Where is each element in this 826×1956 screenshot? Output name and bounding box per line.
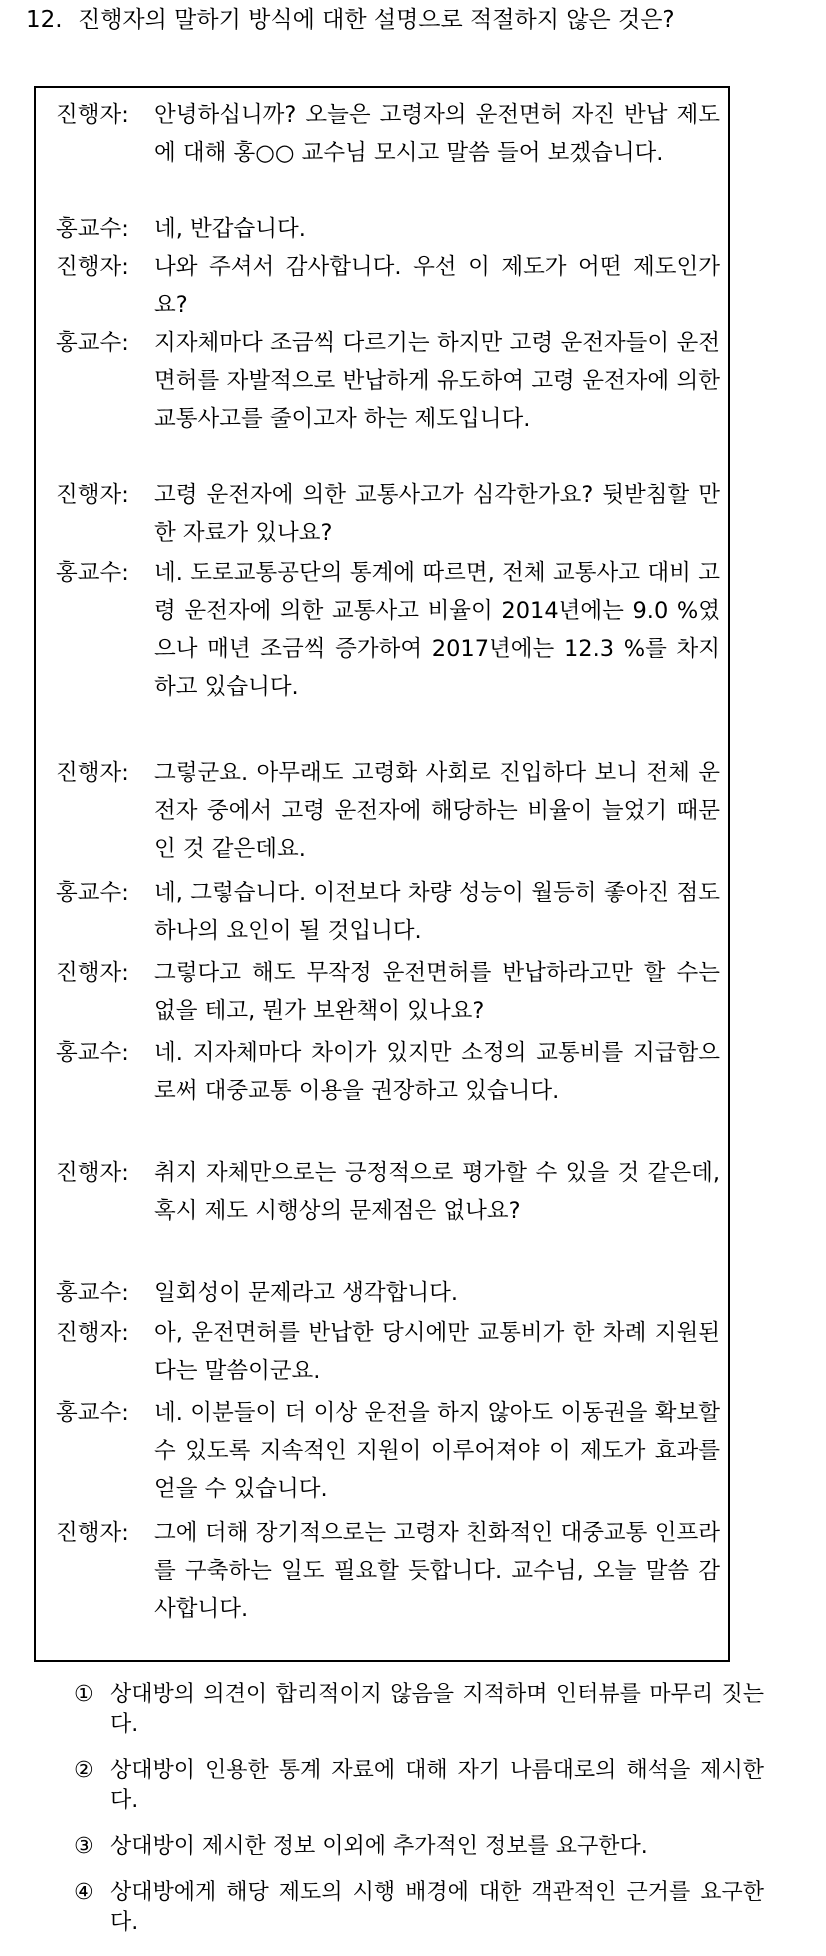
speech-text: 네. 지자체마다 차이가 있지만 소정의 교통비를 지급함으로써 대중교통 이용을 권장하고 있습니다. xyxy=(154,1040,720,1104)
answer-option-1[interactable] xyxy=(74,1680,764,1740)
dialogue-turn xyxy=(56,1394,720,1508)
speaker-label: 진행자: xyxy=(56,1320,129,1346)
answer-options xyxy=(74,1680,764,1954)
speaker-label: 진행자: xyxy=(56,254,129,280)
speaker-label: 홍교수: xyxy=(56,1400,129,1426)
dialogue-turn xyxy=(56,324,720,438)
speaker-label: 홍교수: xyxy=(56,330,129,356)
answer-option-4[interactable] xyxy=(74,1878,764,1938)
question-text: 진행자의 말하기 방식에 대한 설명으로 적절하지 않은 것은? xyxy=(78,7,675,33)
speaker-label: 홍교수: xyxy=(56,216,129,242)
dialogue-turn xyxy=(56,210,720,248)
dialogue-turn xyxy=(56,96,720,172)
speech-text: 네, 반갑습니다. xyxy=(154,216,306,242)
speaker-label: 진행자: xyxy=(56,1520,129,1546)
speaker-label: 홍교수: xyxy=(56,560,129,586)
speech-text: 아, 운전면허를 반납한 당시에만 교통비가 한 차례 지원된다는 말씀이군요. xyxy=(154,1320,720,1384)
option-text: 상대방이 제시한 정보 이외에 추가적인 정보를 요구한다. xyxy=(110,1834,648,1859)
speaker-label: 진행자: xyxy=(56,960,129,986)
option-text: 상대방이 인용한 통계 자료에 대해 자기 나름대로의 해석을 제시한다. xyxy=(110,1758,764,1813)
speech-text: 일회성이 문제라고 생각합니다. xyxy=(154,1280,459,1306)
option-marker: ① xyxy=(74,1682,94,1707)
dialogue-box xyxy=(34,86,730,1662)
dialogue-turn xyxy=(56,1034,720,1110)
speech-text: 그렇다고 해도 무작정 운전면허를 반납하라고만 할 수는 없을 테고, 뭔가 보완책이 있나요? xyxy=(154,960,720,1024)
speech-text: 고령 운전자에 의한 교통사고가 심각한가요? 뒷받침할 만한 자료가 있나요? xyxy=(154,482,720,546)
speech-text: 안녕하십니까? 오늘은 고령자의 운전면허 자진 반납 제도에 대해 홍○○ 교수님 모시고 말씀 들어 보겠습니다. xyxy=(154,102,720,166)
speaker-label: 진행자: xyxy=(56,1160,129,1186)
option-marker: ④ xyxy=(74,1880,94,1905)
speaker-label: 홍교수: xyxy=(56,1280,129,1306)
question-number: 12. xyxy=(26,7,63,33)
speaker-label: 홍교수: xyxy=(56,880,129,906)
speaker-label: 진행자: xyxy=(56,760,129,786)
dialogue-turn xyxy=(56,554,720,706)
speaker-label: 홍교수: xyxy=(56,1040,129,1066)
option-marker: ② xyxy=(74,1758,94,1783)
dialogue-turn xyxy=(56,954,720,1030)
answer-option-2[interactable] xyxy=(74,1756,764,1816)
question-stem xyxy=(26,4,796,37)
option-text: 상대방에게 해당 제도의 시행 배경에 대한 객관적인 근거를 요구한다. xyxy=(110,1880,764,1935)
speech-text: 지자체마다 조금씩 다르기는 하지만 고령 운전자들이 운전면허를 자발적으로 반납하게 유도하여 고령 운전자에 의한 교통사고를 줄이고자 하는 제도입니다. xyxy=(154,330,720,432)
dialogue-turn xyxy=(56,1274,720,1312)
speaker-label: 진행자: xyxy=(56,482,129,508)
dialogue-turn xyxy=(56,476,720,552)
dialogue-turn xyxy=(56,248,720,324)
speech-text: 네, 그렇습니다. 이전보다 차량 성능이 월등히 좋아진 점도 하나의 요인이 될 것입니다. xyxy=(154,880,720,944)
dialogue-turn xyxy=(56,754,720,868)
dialogue-turn xyxy=(56,1154,720,1230)
answer-option-3[interactable] xyxy=(74,1832,764,1862)
option-marker: ③ xyxy=(74,1834,94,1859)
option-text: 상대방의 의견이 합리적이지 않음을 지적하며 인터뷰를 마무리 짓는다. xyxy=(110,1682,764,1737)
speech-text: 그렇군요. 아무래도 고령화 사회로 진입하다 보니 전체 운전자 중에서 고령 운전자에 해당하는 비율이 늘었기 때문인 것 같은데요. xyxy=(154,760,720,862)
dialogue-turn xyxy=(56,874,720,950)
speech-text: 네. 이분들이 더 이상 운전을 하지 않아도 이동권을 확보할 수 있도록 지속적인 지원이 이루어져야 이 제도가 효과를 얻을 수 있습니다. xyxy=(154,1400,720,1502)
speaker-label: 진행자: xyxy=(56,102,129,128)
speech-text: 나와 주셔서 감사합니다. 우선 이 제도가 어떤 제도인가요? xyxy=(154,254,720,318)
dialogue-turn xyxy=(56,1314,720,1390)
speech-text: 그에 더해 장기적으로는 고령자 친화적인 대중교통 인프라를 구축하는 일도 필요할 듯합니다. 교수님, 오늘 말씀 감사합니다. xyxy=(154,1520,720,1622)
speech-text: 취지 자체만으로는 긍정적으로 평가할 수 있을 것 같은데, 혹시 제도 시행상의 문제점은 없나요? xyxy=(154,1160,720,1224)
speech-text: 네. 도로교통공단의 통계에 따르면, 전체 교통사고 대비 고령 운전자에 의한 교통사고 비율이 2014년에는 9.0 %였으나 매년 조금씩 증가하여 2017년에는 12.3 %를 차지하고 있습니다. xyxy=(154,560,720,700)
dialogue-turn xyxy=(56,1514,720,1628)
